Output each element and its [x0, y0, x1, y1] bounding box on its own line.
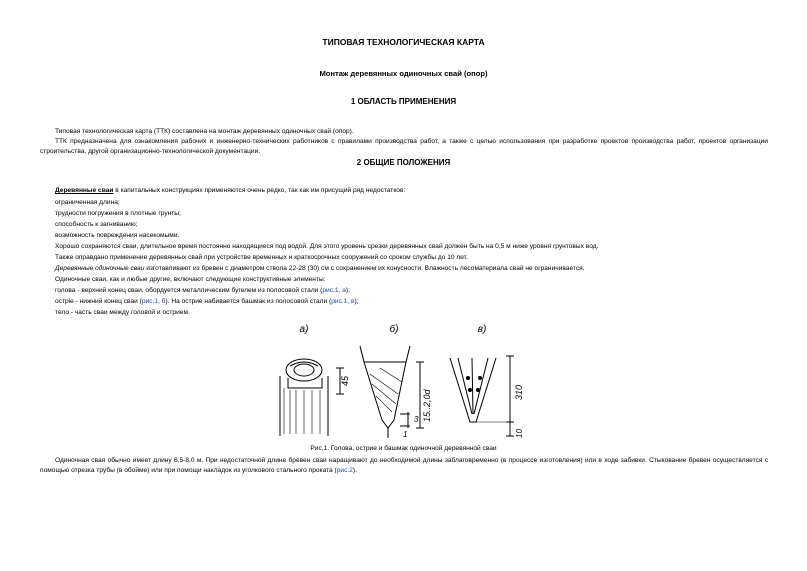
dim-label-3: 3 [414, 415, 419, 424]
list-item-3: способность к загниванию; [55, 221, 138, 228]
figure-1-drawing [260, 318, 540, 440]
paragraph-last-text: Одиночная свая обычно имеет длину 6,5-8,0 м. При недостаточной длине бревен сваи наращивают до необходимой длины заблаговременно (в процессе изготовления) или в ходе забивки. Стыкование бревен осуществляется с помощью отрезка трубы (в обойме) или при помощи накладок из уголкового стального проката ( [40, 457, 768, 474]
paragraph-last-end: ). [352, 466, 357, 474]
term-single-piles: Деревянные одиночные сваи [55, 265, 145, 272]
general-paragraph-2: Хорошо сохраняются сваи, длительное время постоянно находящиеся под водой. Для этого уровень срезки деревянных свай должен быть на 0,5 м ниже уровня грунтовых вод. [55, 243, 599, 250]
general-paragraph-1 [55, 186, 405, 195]
general-paragraph-4-text: изготавливают из бревен с диаметром ствола 22-28 (30) см с сохранением их конусности. Влажность лесоматериала свай не ограничивается. [144, 265, 585, 272]
paragraph-2: ТТК предназначена для ознакомления рабочих и инженерно-технических работников с правилами производства работ, а также с целью использования при разработке проектов производства работ, проектов организации строительства, другой организационно-технологической документации. [40, 138, 768, 155]
pile-head-drawing [280, 359, 344, 436]
paragraph-1: Типовая технологическая карта (ТТК) составлена на монтаж деревянных одиночных свай (опор). [55, 128, 354, 135]
fig-label-b: б) [389, 324, 399, 335]
link-fig1-b[interactable]: рис.1, б [141, 298, 166, 305]
fig-label-a: а) [299, 324, 309, 335]
pile-tip-drawing [360, 346, 424, 438]
paragraph-last [40, 456, 768, 475]
term-wooden-piles: Деревянные сваи [55, 187, 114, 194]
document-title: ТИПОВАЯ ТЕХНОЛОГИЧЕСКАЯ КАРТА [322, 37, 485, 47]
general-paragraph-8: тело - часть сваи между головой и острием. [55, 309, 190, 316]
list-item-4: возможность повреждения насекомыми. [55, 232, 180, 239]
general-paragraph-5: Одиночные сваи, как и любые другие, включают следующие конструктивные элементы: [55, 276, 326, 283]
general-paragraph-6-end: ); [345, 287, 350, 294]
link-fig1-a[interactable]: рис.1, а [322, 287, 346, 294]
general-paragraph-6-text: голова - верхний конец сваи, обордуется металлическим бугелем из полосовой стали ( [55, 287, 323, 294]
list-item-2: трудности погружения в плотные грунты; [55, 210, 181, 217]
pile-shoe-drawing [450, 356, 514, 436]
general-paragraph-4 [55, 264, 585, 273]
dim-label-45: 45 [340, 375, 350, 386]
figure-1-caption: Рис.1. Голова, острие и башмак одиночной деревянной сваи [310, 445, 497, 452]
section-2-heading: 2 ОБЩИЕ ПОЛОЖЕНИЯ [356, 158, 451, 167]
dim-label-310: 310 [514, 384, 524, 400]
link-fig2[interactable]: рис.2 [336, 466, 353, 474]
general-paragraph-6 [55, 286, 350, 295]
general-paragraph-7-mid: ). На острие набивается башмак из полосовой стали ( [165, 298, 332, 305]
fig-label-c: в) [477, 324, 487, 335]
general-paragraph-1-text: в капитальных конструкциях применяются очень редко, так как им присущий ряд недостатков: [113, 187, 406, 194]
link-fig1-c[interactable]: рис.1, в [331, 298, 355, 305]
section-1-heading: 1 ОБЛАСТЬ ПРИМЕНЕНИЯ [350, 97, 457, 106]
dim-label-1: 1 [403, 430, 408, 439]
general-paragraph-3: Также оправдано применение деревянных свай при устройстве временных и краткосрочных сооружений со сроком службы до 10 лет. [55, 254, 468, 261]
list-item-1: ограниченная длина; [55, 199, 120, 206]
general-paragraph-7-end: ); [354, 298, 359, 305]
document-subtitle: Монтаж деревянных одиночных свай (опор) [319, 69, 488, 78]
general-paragraph-7-text: остріе - нижний конец сваи ( [55, 298, 142, 305]
dim-label-15-20d: 15..2,0d [422, 389, 432, 422]
dim-label-10: 10 [515, 429, 524, 438]
general-paragraph-7 [55, 297, 359, 306]
